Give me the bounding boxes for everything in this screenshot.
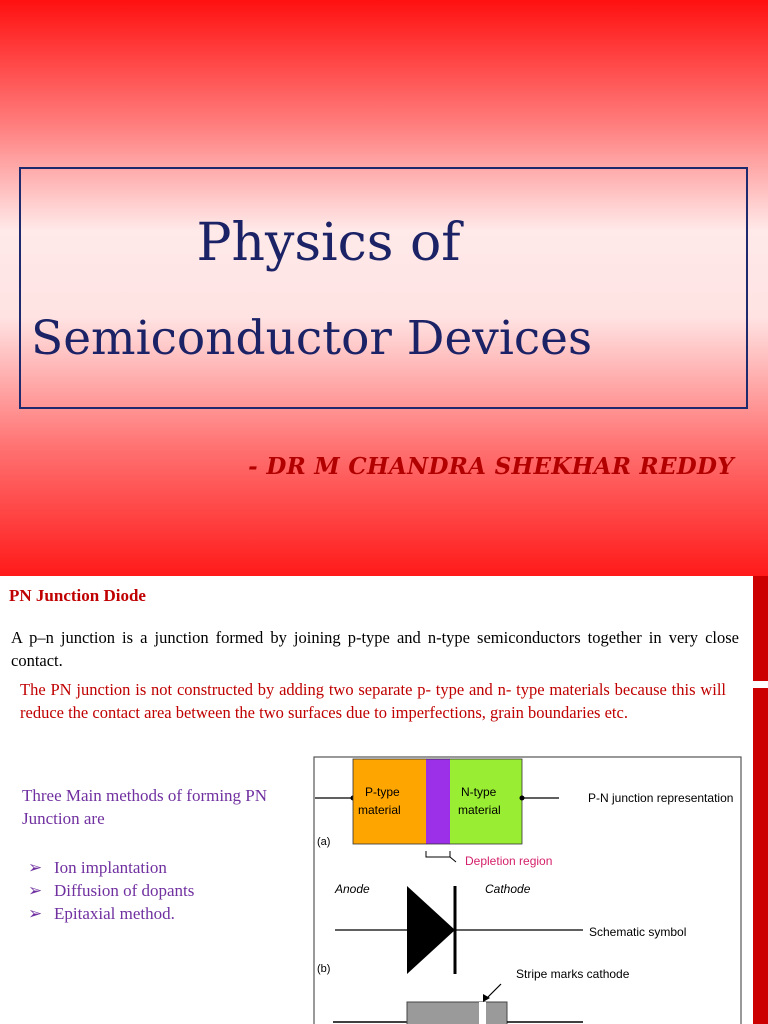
construction-note: The PN junction is not constructed by adding two separate p- type and n- type materials because this will reduce the contact area between the two surfaces due to imperfections, grain boundaries etc. [20, 680, 726, 722]
methods-intro: Three Main methods of forming PN Junction are [22, 786, 268, 828]
arrow-bullet-icon: ➢ [28, 904, 43, 923]
depletion-block [426, 759, 450, 844]
title-line-1: Physics of [196, 213, 461, 273]
p-type-label: P-type [365, 785, 400, 799]
n-type-label: N-type [461, 785, 497, 799]
part-a-label: (a) [317, 836, 331, 848]
p-material-label: material [358, 803, 401, 817]
depletion-label: Depletion region [465, 854, 553, 868]
component-body [407, 1002, 507, 1024]
p-type-block [353, 759, 426, 844]
method-label: Diffusion of dopants [54, 881, 195, 900]
anode-label: Anode [335, 882, 370, 896]
title-box [19, 167, 748, 409]
list-item [28, 879, 194, 902]
cathode-label: Cathode [485, 882, 531, 896]
slide-heading: PN Junction Diode [9, 586, 146, 605]
title-line-2: Semiconductor Devices [31, 311, 593, 366]
representation-label: P-N junction representation [588, 791, 734, 805]
arrow-bullet-icon: ➢ [28, 881, 43, 900]
method-label: Ion implantation [54, 858, 167, 877]
part-b-label: (b) [317, 963, 331, 975]
n-material-label: material [458, 803, 501, 817]
pn-junction-diagram [313, 756, 743, 1024]
content-slide [0, 576, 768, 1024]
accent-bar-top [753, 576, 768, 681]
stripe-label: Stripe marks cathode [516, 967, 630, 981]
author-name: - DR M CHANDRA SHEKHAR REDDY [248, 453, 734, 480]
n-type-block [450, 759, 522, 844]
arrow-bullet-icon: ➢ [28, 858, 43, 877]
accent-bar-bottom [753, 688, 768, 1024]
methods-list [28, 856, 194, 925]
cathode-stripe [479, 1002, 486, 1024]
list-item [28, 902, 194, 925]
list-item [28, 856, 194, 879]
method-label: Epitaxial method. [54, 904, 175, 923]
schematic-label: Schematic symbol [589, 925, 687, 939]
definition-paragraph: A p–n junction is a junction formed by joining p-type and n-type semiconductors together in very close contact. [11, 628, 739, 670]
